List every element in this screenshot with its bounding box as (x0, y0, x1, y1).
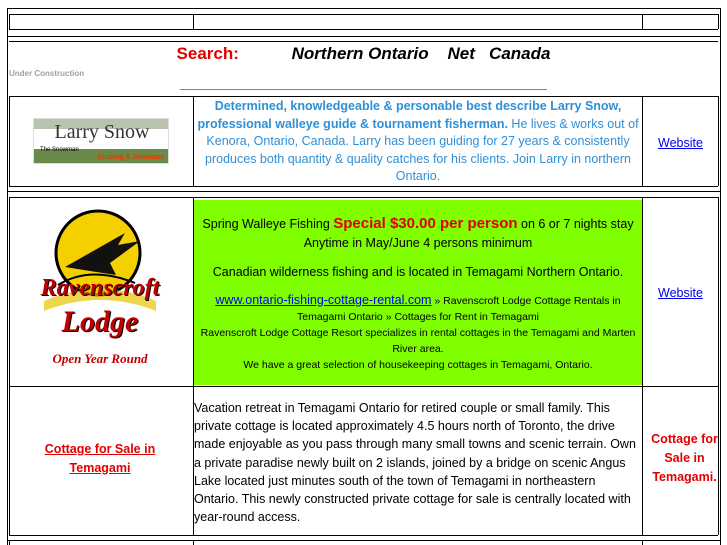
special-terms: Anytime in May/June 4 persons minimum (303, 236, 533, 250)
larry-intro-rest: He lives & works out of Kenora, Ontario, Canada. Larry has been guiding for 27 years & consistently produces both quantity & quality catches for his clients. Join Larry in northern Ontario. (205, 116, 639, 183)
row-rav-top (9, 197, 718, 198)
row-sep-3 (7, 540, 720, 541)
r1-c2 (642, 14, 643, 29)
ravenscroft-info (194, 200, 642, 385)
special-price: Special $30.00 per person (333, 215, 518, 232)
cottage-side-text: Cottage for Sale in Temagami. (651, 432, 718, 484)
row-sep-2 (7, 191, 720, 192)
row2-top (9, 41, 718, 42)
ravenscroft-desc: Ravenscroft Lodge Cottage Resort specializes in rental cottages in the Temagami and Marten River area. (200, 327, 636, 355)
header-divider (180, 89, 547, 90)
ravenscroft-url-link[interactable]: www.ontario-fishing-cottage-rental.com (215, 293, 432, 307)
frame-top (7, 8, 720, 9)
r4-l (9, 197, 10, 535)
crumb-separator-2: » (385, 311, 395, 323)
r3-l (9, 96, 10, 186)
r3-r (718, 96, 719, 186)
row1-bottom (9, 29, 718, 30)
r6-l (9, 540, 10, 545)
ravenscroft-location: Canadian wilderness fishing and is located in Temagami Northern Ontario. (212, 265, 624, 279)
larry-website-link[interactable]: Website (658, 136, 703, 150)
special-pre: Spring Walleye Fishing (202, 217, 334, 231)
ravenscroft-logo-name: Ravenscroft (40, 275, 160, 301)
ravenscroft-desc-2: We have a great selection of housekeeping cottages in Temagami, Ontario. (243, 359, 593, 371)
r1-c1 (193, 14, 194, 29)
row-rav-bottom (9, 386, 718, 387)
row-intro-bottom (9, 186, 718, 187)
row1-top (9, 14, 718, 15)
crumb-cottages-link[interactable]: Cottages for Rent in Temagami (394, 311, 540, 323)
ravenscroft-logo[interactable] (30, 205, 170, 375)
crumb-rentals-link[interactable]: Ravenscroft Lodge Cottage Rentals in Temagami Ontario (296, 295, 621, 323)
ravenscroft-logo-lodge: Lodge (61, 305, 139, 338)
row-intro-top (9, 96, 718, 97)
site-name: Northern Ontario Net Canada (291, 44, 551, 63)
row-sep-1 (7, 36, 720, 37)
cottage-description: Vacation retreat in Temagami Ontario for retired couple or small family. This private cottage is located approximately 4.5 hours north of Toronto, the drive made enjoyable as you pass through many small towns and scenic terrain. Own a private paradise newly built on 2 islands, joined by a bridge on scenic Angus Lake located just minutes south of the town of Temagami in northeastern Ontario. This newly constructed private cottage for sale is centrally located with year-round access. (194, 401, 636, 525)
cottage-sale-link[interactable]: Cottage for Sale in Temagami (44, 442, 156, 475)
under-construction-note: Under Construction (9, 69, 85, 78)
frame-left (7, 8, 8, 545)
crumb-separator: » (434, 295, 444, 307)
larry-intro-bold: Determined, knowledgeable & personable best describe Larry Snow, professional walleye guide & tournament fisherman. (197, 99, 622, 131)
larry-snow-logo[interactable] (33, 118, 169, 164)
larry-logo-title: Larry Snow (54, 121, 150, 143)
special-post: on 6 or 7 nights stay (517, 217, 634, 231)
r1-l (9, 14, 10, 29)
larry-logo-tag: Guiding & Seminars (97, 154, 164, 161)
search-label: Search: (176, 44, 239, 63)
r6-c2 (642, 540, 643, 545)
larry-intro (194, 98, 642, 186)
r1-r (718, 14, 719, 29)
page-title (0, 44, 727, 64)
ravenscroft-website-link[interactable]: Website (658, 286, 703, 300)
ravenscroft-logo-tag: Open Year Round (52, 351, 148, 366)
larry-logo-sub: The Snowman (40, 147, 79, 153)
row-cottage-bottom (9, 535, 718, 536)
r6-c1 (193, 540, 194, 545)
